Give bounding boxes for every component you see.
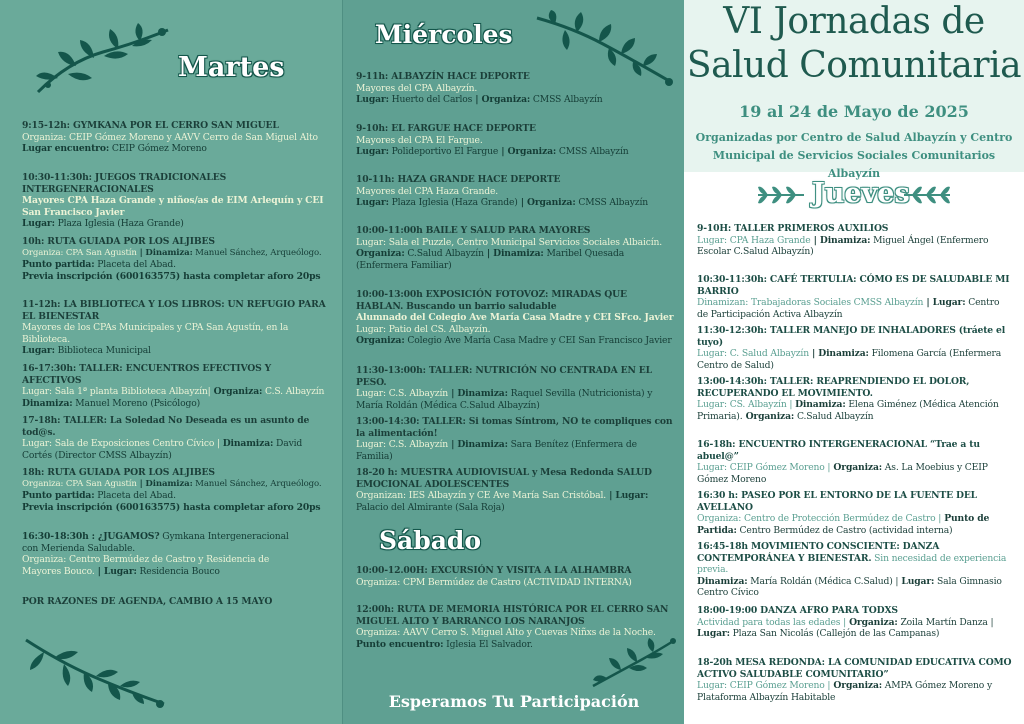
event-jueves-2: 10:30-11:30h: CAFÉ TERTULIA: CÓMO ES DE SALUDABLE MI BARRIO Dinamizan: Trabajadoras Sociales CMSS Albayzín | Lugar: Centro de Participación Activa Albayzín [697, 274, 1012, 320]
event-jueves-8: 18:00-19:00 DANZA AFRO PARA TODXS Actividad para todas las edades | Organiza: Zoila Martín Danza | Lugar: Plaza San Nicolás (Callejón de las Campanas) [697, 605, 1012, 640]
page-title-line1: VI Jornadas de [723, 1, 985, 42]
event-title: 11-12h: LA BIBLIOTECA Y LOS LIBROS: UN REFUGIO PARA EL BIENESTAR [22, 299, 326, 322]
column-jueves [684, 0, 1024, 724]
event-miercoles-2: 9-10h: EL FARGUE HACE DEPORTE Mayores del CPA El Fargue. Lugar: Polideportivo El Fargue | Organiza: CMSS Albayzín [356, 123, 674, 158]
organizers: Organizadas por Centro de Salud Albayzín y Centro Municipal de Servicios Sociales Comunitarios Albayzín [695, 131, 1013, 180]
event-title: 13:00-14:30h: TALLER: REAPRENDIENDO EL DOLOR, RECUPERANDO EL MOVIMIENTO. [697, 376, 970, 399]
event-participants: Mayores CPA Haza Grande y niños/as de EIM Arlequín y CEI San Francisco Javier [22, 195, 324, 218]
event-title: 16:30 h: PASEO POR EL ENTORNO DE LA FUENTE DEL AVELLANO [697, 490, 977, 513]
event-title: 16-18h: ENCUENTRO INTERGENERACIONAL “Trae a tu abuel@” [697, 439, 980, 462]
event-title: 13:00-14:30: TALLER: Si tomas Síntrom, NO te compliques con la alimentación! [356, 416, 673, 439]
event-miercoles-8: 18-20 h: MUESTRA AUDIOVISUAL y Mesa Redonda SALUD EMOCIONAL ADOLESCENTES Organizan: IES Albayzín y CE Ave María San Cristóbal. | Lugar: Palacio del Almirante (Sala Roja) [356, 467, 674, 513]
event-participants: Mayores del CPA El Fargue. [356, 134, 483, 146]
ornament-left-flourish [756, 183, 806, 207]
event-martes-7: 18h: RUTA GUIADA POR LOS ALJIBES Organiza: CPA San Agustín | Dinamiza: Manuel Sánchez, Arqueólogo. Punto partida: Placeta del Abad. Previa inscripción (600163575) hasta completar aforo 20ps [22, 467, 327, 513]
page-title-line2: Salud Comunitaria [686, 45, 1022, 86]
event-jueves-3: 11:30-12:30h: TALLER MANEJO DE INHALADORES (tráete el tuyo) Lugar: C. Salud Albayzín | Dinamiza: Filomena García (Enfermera Centro de Salud) [697, 325, 1012, 371]
event-miercoles-5: 10:00-13:00h EXPOSICIÓN FOTOVOZ: MIRADAS QUE HABLAN. Buscando un barrio saludable Alumnado del Colegio Ave María Casa Madre y CEI SFco. Javier Lugar: Patio del CS. Albayzín. Organiza: Colegio Ave María Casa Madre y CEI San Francisco Javier [356, 289, 674, 347]
event-sabado-1 [356, 565, 674, 588]
event-organizer: Organiza: AAVV Cerro S. Miguel Alto y Cuevas Niñxs de la Noche. [356, 627, 656, 639]
event-miercoles-1: 9-11h: ALBAYZÍN HACE DEPORTE Mayores del CPA Albayzín. Lugar: Huerto del Carlos | Organiza: CMSS Albayzín [356, 71, 674, 106]
event-title: 10:00-12.00H: EXCURSIÓN Y VISITA A LA ALHAMBRA [356, 565, 632, 576]
event-title: 11:30-13:00h: TALLER: NUTRICIÓN NO CENTRADA EN EL PESO. [356, 365, 652, 388]
event-miercoles-6: 11:30-13:00h: TALLER: NUTRICIÓN NO CENTRADA EN EL PESO. Lugar: C.S. Albayzín | Dinamiza: Raquel Sevilla (Nutricionista) y María Roldán (Médica C.Salud Albayzín) [356, 365, 674, 411]
event-sabado-2: 12:00h: RUTA DE MEMORIA HISTÓRICA POR EL CERRO SAN MIGUEL ALTO Y BARRANCO LOS NARANJOS Organiza: AAVV Cerro S. Miguel Alto y Cuevas Niñxs de la Noche. Punto encuentro: Iglesia El Salvador. [356, 604, 674, 650]
event-registration: Previa inscripción (600163575) hasta completar aforo 20ps [22, 270, 321, 282]
event-title: 10:00-13:00h EXPOSICIÓN FOTOVOZ: MIRADAS QUE HABLAN. Buscando un barrio saludable [356, 289, 627, 312]
event-title: 18:00-19:00 DANZA AFRO PARA TODXS [697, 605, 898, 616]
event-jueves-4: 13:00-14:30h: TALLER: REAPRENDIENDO EL DOLOR, RECUPERANDO EL MOVIMIENTO. Lugar: CS. Albayzín | Dinamiza: Elena Giménez (Médica Atención Primaria). Organiza: C.Salud Albayzín [697, 376, 1012, 422]
column-miercoles-sabado [342, 0, 684, 724]
event-title: 11:30-12:30h: TALLER MANEJO DE INHALADORES (tráete el tuyo) [697, 325, 1006, 348]
event-location: Lugar: Sala el Puzzle, Centro Municipal Servicios Sociales Albaicín. [356, 236, 663, 248]
event-organizer: Organiza: CEIP Gómez Moreno y AAVV Cerro de San Miguel Alto [22, 131, 318, 143]
event-header [684, 0, 1024, 180]
event-title: 17-18h: TALLER: La Soledad No Deseada es un asunto de tod@s. [22, 415, 310, 438]
event-title: 18-20h MESA REDONDA: LA COMUNIDAD EDUCATIVA COMO ACTIVO SALUDABLE COMUNITARIO” [697, 657, 1012, 680]
event-title: 16:45-18h MOVIMIENTO CONSCIENTE: DANZA CONTEMPORÁNEA Y BIENESTAR. [697, 541, 940, 564]
event-registration: Previa inscripción (600163575) hasta completar aforo 20ps [22, 501, 321, 513]
event-title: 10-11h: HAZA GRANDE HACE DEPORTE [356, 174, 561, 185]
floral-ornament-bottom-left [20, 632, 170, 712]
event-martes-8: 16:30-18:30h : ¿JUGAMOS? Gymkana Intergeneracional con Merienda Saludable. Organiza: Centro Bermúdez de Castro y Residencia de Mayores Bouco. | Lugar: Residencia Bouco [22, 531, 289, 577]
event-martes-6: 17-18h: TALLER: La Soledad No Deseada es un asunto de tod@s. Lugar: Sala de Exposiciones Centro Cívico | Dinamiza: David Cortés (Director CMSS Albayzín) [22, 415, 327, 461]
event-title: 12:00h: RUTA DE MEMORIA HISTÓRICA POR EL CERRO SAN MIGUEL ALTO Y BARRANCO LOS NARANJOS [356, 604, 669, 627]
event-martes-4: 11-12h: LA BIBLIOTECA Y LOS LIBROS: UN REFUGIO PARA EL BIENESTAR Mayores de los CPAs Municipales y CPA San Agustín, en la Biblioteca. Lugar: Biblioteca Municipal [22, 299, 326, 357]
column-martes [0, 0, 342, 724]
event-title: 9-11h: ALBAYZÍN HACE DEPORTE [356, 71, 530, 82]
event-jueves-6: 16:30 h: PASEO POR EL ENTORNO DE LA FUENTE DEL AVELLANO Organiza: Centro de Protección Bermúdez de Castro | Punto de Partida: Centro Bermúdez de Castro (actividad interna) [697, 490, 1012, 536]
event-jueves-9: 18-20h MESA REDONDA: LA COMUNIDAD EDUCATIVA COMO ACTIVO SALUDABLE COMUNITARIO” Lugar: CEIP Gómez Moreno | Organiza: AMPA Gómez Moreno y Plataforma Albayzín Habitable [697, 657, 1012, 703]
event-title: 9-10H: TALLER PRIMEROS AUXILIOS [697, 223, 889, 234]
event-jueves-1: 9-10H: TALLER PRIMEROS AUXILIOS Lugar: CPA Haza Grande | Dinamiza: Miguel Ángel (Enfermero Escolar C.Salud Albayzín) [697, 223, 1012, 258]
day-heading-martes: Martes [178, 52, 285, 83]
closing-message: Esperamos Tu Participación [388, 692, 640, 711]
floral-ornament-bottom-right [589, 636, 679, 692]
event-martes-3: 10h: RUTA GUIADA POR LOS ALJIBES Organiza: CPA San Agustín | Dinamiza: Manuel Sánchez, Arqueólogo. Punto partida: Placeta del Abad. Previa inscripción (600163575) hasta completar aforo 20ps [22, 236, 327, 282]
event-organizer: Organiza: CPM Bermúdez de Castro (ACTIVIDAD INTERNA) [356, 576, 632, 588]
day-heading-jueves: Jueves [812, 178, 910, 209]
event-location: Lugar: Patio del CS. Albayzín. [356, 323, 491, 335]
event-title: 16-17:30h: TALLER: ENCUENTROS EFECTIVOS Y AFECTIVOS [22, 363, 272, 386]
event-martes-5: 16-17:30h: TALLER: ENCUENTROS EFECTIVOS Y AFECTIVOS Lugar: Sala 1ª planta Biblioteca Albayzín| Organiza: C.S. Albayzín Dinamiza: Manuel Moreno (Psicólogo) [22, 363, 327, 409]
event-title: 10:00-11:00h BAILE Y SALUD PARA MAYORES [356, 225, 591, 236]
event-title: 9-10h: EL FARGUE HACE DEPORTE [356, 123, 536, 134]
event-jueves-7: 16:45-18h MOVIMIENTO CONSCIENTE: DANZA CONTEMPORÁNEA Y BIENESTAR. Sin necesidad de experiencia previa. Dinamiza: María Roldán (Médica C.Salud) | Lugar: Sala Gimnasio Centro Cívico [697, 541, 1007, 599]
day-heading-miercoles: Miércoles [375, 20, 513, 49]
floral-ornament-top-left [28, 22, 178, 102]
event-miercoles-7: 13:00-14:30: TALLER: Si tomas Síntrom, NO te compliques con la alimentación! Lugar: C.S. Albayzín | Dinamiza: Sara Benítez (Enfermera de Familia) [356, 416, 673, 462]
event-dates: 19 al 24 de Mayo de 2025 [739, 102, 969, 121]
event-title: 18-20 h: MUESTRA AUDIOVISUAL y Mesa Redonda SALUD EMOCIONAL ADOLESCENTES [356, 467, 652, 490]
event-participants: Mayores de los CPAs Municipales y CPA San Agustín, en la Biblioteca. [22, 322, 289, 345]
event-title: 9:15-12h: GYMKANA POR EL CERRO SAN MIGUEL [22, 120, 279, 131]
event-title: 10:30-11:30h: JUEGOS TRADICIONALES INTERGENERACIONALES [22, 172, 227, 195]
event-title: 18h: RUTA GUIADA POR LOS ALJIBES [22, 467, 215, 478]
event-participants: Mayores del CPA Albayzín. [356, 82, 478, 94]
event-miercoles-4: 10:00-11:00h BAILE Y SALUD PARA MAYORES Lugar: Sala el Puzzle, Centro Municipal Servicios Sociales Albaicín. Organiza: C.Salud Albayzín | Dinamiza: Maribel Quesada (Enfermera Familiar) [356, 225, 674, 271]
event-miercoles-3: 10-11h: HAZA GRANDE HACE DEPORTE Mayores del CPA Haza Grande. Lugar: Plaza Iglesia (Haza Grande) | Organiza: CMSS Albayzín [356, 174, 674, 209]
event-martes-notice [22, 596, 327, 608]
schedule-change-notice: POR RAZONES DE AGENDA, CAMBIO A 15 MAYO [22, 596, 273, 607]
event-jueves-5: 16-18h: ENCUENTRO INTERGENERACIONAL “Trae a tu abuel@” Lugar: CEIP Gómez Moreno | Organiza: As. La Moebius y CEIP Gómez Moreno [697, 439, 1012, 485]
event-title: 10h: RUTA GUIADA POR LOS ALJIBES [22, 236, 215, 247]
event-martes-2: 10:30-11:30h: JUEGOS TRADICIONALES INTERGENERACIONALES Mayores CPA Haza Grande y niños/as de EIM Arlequín y CEI San Francisco Javier Lugar: Plaza Iglesia (Haza Grande) [22, 172, 327, 230]
event-participants: Mayores del CPA Haza Grande. [356, 185, 499, 197]
event-title: 16:30-18:30h : ¿JUGAMOS? [22, 531, 160, 542]
day-heading-sabado: Sábado [379, 526, 482, 555]
ornament-right-flourish [902, 183, 952, 207]
event-title: 10:30-11:30h: CAFÉ TERTULIA: CÓMO ES DE SALUDABLE MI BARRIO [697, 274, 1010, 297]
event-participants: Alumnado del Colegio Ave María Casa Madre y CEI SFco. Javier [356, 312, 674, 324]
event-martes-1: 9:15-12h: GYMKANA POR EL CERRO SAN MIGUEL Organiza: CEIP Gómez Moreno y AAVV Cerro de San Miguel Alto Lugar encuentro: CEIP Gómez Moreno [22, 120, 327, 155]
